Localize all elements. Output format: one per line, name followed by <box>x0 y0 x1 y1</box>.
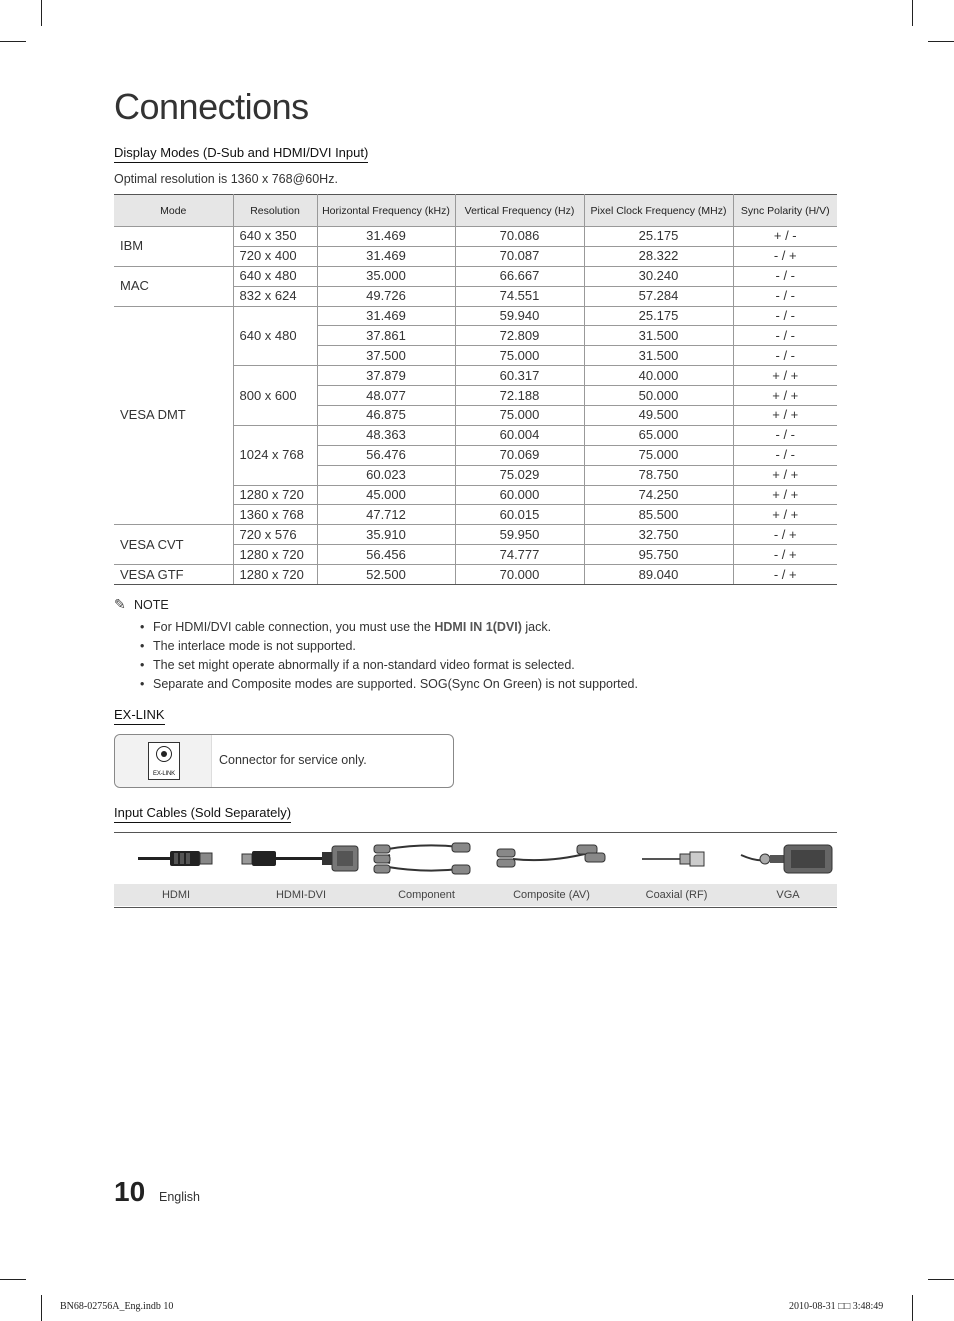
resolution-cell: 1024 x 768 <box>233 425 317 485</box>
exlink-info-box <box>114 734 454 788</box>
sync-polarity-cell: - / - <box>733 425 837 445</box>
cable-hdmi-dvi <box>238 833 364 907</box>
vga-cable-icon <box>739 841 837 881</box>
cable-label: VGA <box>776 889 800 901</box>
horizontal-frequency-cell: 48.363 <box>317 425 455 445</box>
page-language: English <box>159 1190 200 1204</box>
pixel-clock-cell: 40.000 <box>584 366 733 386</box>
pixel-clock-cell: 31.500 <box>584 346 733 366</box>
table-row <box>114 525 837 545</box>
list-item: • The interlace mode is not supported. <box>140 637 638 656</box>
horizontal-frequency-cell: 37.861 <box>317 326 455 346</box>
display-modes-heading: Display Modes (D-Sub and HDMI/DVI Input) <box>114 145 368 163</box>
crop-mark <box>912 1295 913 1321</box>
table-row <box>114 306 837 326</box>
resolution-cell: 1280 x 720 <box>233 485 317 505</box>
coaxial-cable-icon <box>614 841 739 881</box>
cable-component <box>364 833 489 907</box>
note-text: jack. <box>521 620 552 634</box>
table-header-row <box>114 195 837 227</box>
cable-label: HDMI-DVI <box>275 889 327 901</box>
sync-polarity-cell: + / + <box>733 406 837 426</box>
sync-polarity-cell: + / + <box>733 386 837 406</box>
horizontal-frequency-cell: 37.500 <box>317 346 455 366</box>
list-item <box>140 618 638 637</box>
horizontal-frequency-cell: 31.469 <box>317 306 455 326</box>
horizontal-frequency-cell: 60.023 <box>317 465 455 485</box>
vertical-frequency-cell: 74.777 <box>455 545 584 565</box>
mode-cell: VESA GTF <box>114 565 233 585</box>
hdmi-dvi-cable-icon <box>238 841 364 881</box>
sync-polarity-cell: + / + <box>733 505 837 525</box>
mode-cell: IBM <box>114 227 233 267</box>
column-header: Vertical Frequency (Hz) <box>455 195 584 227</box>
vertical-frequency-cell: 72.809 <box>455 326 584 346</box>
vertical-frequency-cell: 70.086 <box>455 227 584 247</box>
print-footer-right: 2010-08-31 □□ 3:48:49 <box>789 1301 884 1312</box>
exlink-icon-label: EX-LINK <box>153 771 175 777</box>
table-row <box>114 227 837 247</box>
pixel-clock-cell: 75.000 <box>584 445 733 465</box>
cable-label: Coaxial (RF) <box>645 889 708 901</box>
crop-mark <box>0 41 26 42</box>
print-footer-left: BN68-02756A_Eng.indb 10 <box>60 1301 174 1312</box>
pixel-clock-cell: 25.175 <box>584 306 733 326</box>
input-cables-strip <box>114 832 837 908</box>
input-cables-heading: Input Cables (Sold Separately) <box>114 805 291 823</box>
horizontal-frequency-cell: 48.077 <box>317 386 455 406</box>
sync-polarity-cell: + / - <box>733 227 837 247</box>
note-list <box>140 618 638 694</box>
sync-polarity-cell: + / + <box>733 465 837 485</box>
pixel-clock-cell: 74.250 <box>584 485 733 505</box>
sync-polarity-cell: - / - <box>733 286 837 306</box>
jack-icon <box>156 746 172 762</box>
resolution-cell: 1360 x 768 <box>233 505 317 525</box>
pixel-clock-cell: 49.500 <box>584 406 733 426</box>
pixel-clock-cell: 31.500 <box>584 326 733 346</box>
sync-polarity-cell: - / - <box>733 266 837 286</box>
pixel-clock-cell: 89.040 <box>584 565 733 585</box>
resolution-cell: 1280 x 720 <box>233 565 317 585</box>
vertical-frequency-cell: 59.950 <box>455 525 584 545</box>
vertical-frequency-cell: 74.551 <box>455 286 584 306</box>
sync-polarity-cell: - / + <box>733 545 837 565</box>
table-row <box>114 565 837 585</box>
mode-cell: VESA DMT <box>114 306 233 525</box>
cable-label: Component <box>398 889 455 901</box>
sync-polarity-cell: - / + <box>733 525 837 545</box>
composite-cable-icon <box>489 841 614 881</box>
exlink-icon-panel <box>115 735 212 787</box>
pixel-clock-cell: 78.750 <box>584 465 733 485</box>
display-modes-table <box>114 194 837 585</box>
exlink-description: Connector for service only. <box>219 753 367 767</box>
note-heading <box>114 596 169 613</box>
horizontal-frequency-cell: 47.712 <box>317 505 455 525</box>
cable-composite <box>489 833 614 907</box>
resolution-cell: 720 x 576 <box>233 525 317 545</box>
resolution-cell: 1280 x 720 <box>233 545 317 565</box>
sync-polarity-cell: + / + <box>733 485 837 505</box>
pixel-clock-cell: 30.240 <box>584 266 733 286</box>
resolution-cell: 800 x 600 <box>233 366 317 426</box>
cable-hdmi <box>114 833 238 907</box>
sync-polarity-cell: - / - <box>733 445 837 465</box>
cable-label: Composite (AV) <box>513 889 590 901</box>
resolution-cell: 640 x 480 <box>233 306 317 366</box>
resolution-cell: 720 x 400 <box>233 246 317 266</box>
crop-mark <box>41 1295 42 1321</box>
vertical-frequency-cell: 72.188 <box>455 386 584 406</box>
horizontal-frequency-cell: 31.469 <box>317 246 455 266</box>
horizontal-frequency-cell: 49.726 <box>317 286 455 306</box>
exlink-heading: EX-LINK <box>114 707 165 725</box>
pixel-clock-cell: 50.000 <box>584 386 733 406</box>
vertical-frequency-cell: 70.000 <box>455 565 584 585</box>
pixel-clock-cell: 28.322 <box>584 246 733 266</box>
horizontal-frequency-cell: 31.469 <box>317 227 455 247</box>
crop-mark <box>928 41 954 42</box>
column-header: Mode <box>114 195 233 227</box>
pencil-icon: ✎ <box>114 596 126 612</box>
component-cable-icon <box>364 841 489 881</box>
column-header: Sync Polarity (H/V) <box>733 195 837 227</box>
pixel-clock-cell: 65.000 <box>584 425 733 445</box>
column-header: Horizontal Frequency (kHz) <box>317 195 455 227</box>
sync-polarity-cell: - / - <box>733 346 837 366</box>
vertical-frequency-cell: 60.015 <box>455 505 584 525</box>
horizontal-frequency-cell: 37.879 <box>317 366 455 386</box>
pixel-clock-cell: 95.750 <box>584 545 733 565</box>
vertical-frequency-cell: 59.940 <box>455 306 584 326</box>
crop-mark <box>0 1279 26 1280</box>
vertical-frequency-cell: 75.000 <box>455 346 584 366</box>
pixel-clock-cell: 57.284 <box>584 286 733 306</box>
pixel-clock-cell: 25.175 <box>584 227 733 247</box>
exlink-jack-icon <box>148 742 180 780</box>
page-title: Connections <box>114 86 309 127</box>
vertical-frequency-cell: 66.667 <box>455 266 584 286</box>
cable-vga <box>739 833 837 907</box>
table-row <box>114 266 837 286</box>
resolution-cell: 832 x 624 <box>233 286 317 306</box>
note-text: For HDMI/DVI cable connection, you must use the <box>153 620 435 634</box>
vertical-frequency-cell: 60.317 <box>455 366 584 386</box>
pixel-clock-cell: 85.500 <box>584 505 733 525</box>
note-emphasis: HDMI IN 1(DVI) <box>434 620 522 634</box>
list-item: • Separate and Composite modes are supported. SOG(Sync On Green) is not supported. <box>140 675 638 694</box>
optimal-resolution-text: Optimal resolution is 1360 x 768@60Hz. <box>114 172 338 186</box>
vertical-frequency-cell: 60.000 <box>455 485 584 505</box>
horizontal-frequency-cell: 45.000 <box>317 485 455 505</box>
horizontal-frequency-cell: 56.456 <box>317 545 455 565</box>
vertical-frequency-cell: 75.029 <box>455 465 584 485</box>
mode-cell: MAC <box>114 266 233 306</box>
resolution-cell: 640 x 480 <box>233 266 317 286</box>
cable-coaxial <box>614 833 739 907</box>
mode-cell: VESA CVT <box>114 525 233 565</box>
pixel-clock-cell: 32.750 <box>584 525 733 545</box>
vertical-frequency-cell: 70.069 <box>455 445 584 465</box>
vertical-frequency-cell: 75.000 <box>455 406 584 426</box>
page-number: 10 <box>114 1176 146 1207</box>
cable-label: HDMI <box>161 889 191 901</box>
crop-mark <box>41 0 42 26</box>
horizontal-frequency-cell: 35.000 <box>317 266 455 286</box>
note-label: NOTE <box>134 598 169 612</box>
hdmi-cable-icon <box>114 841 238 881</box>
column-header: Resolution <box>233 195 317 227</box>
sync-polarity-cell: - / + <box>733 565 837 585</box>
sync-polarity-cell: - / - <box>733 306 837 326</box>
horizontal-frequency-cell: 52.500 <box>317 565 455 585</box>
column-header: Pixel Clock Frequency (MHz) <box>584 195 733 227</box>
vertical-frequency-cell: 70.087 <box>455 246 584 266</box>
horizontal-frequency-cell: 46.875 <box>317 406 455 426</box>
crop-mark <box>912 0 913 26</box>
crop-mark <box>928 1279 954 1280</box>
resolution-cell: 640 x 350 <box>233 227 317 247</box>
horizontal-frequency-cell: 35.910 <box>317 525 455 545</box>
sync-polarity-cell: - / + <box>733 246 837 266</box>
vertical-frequency-cell: 60.004 <box>455 425 584 445</box>
display-modes-table-body <box>114 227 837 585</box>
sync-polarity-cell: + / + <box>733 366 837 386</box>
sync-polarity-cell: - / - <box>733 326 837 346</box>
horizontal-frequency-cell: 56.476 <box>317 445 455 465</box>
list-item: • The set might operate abnormally if a non-standard video format is selected. <box>140 656 638 675</box>
